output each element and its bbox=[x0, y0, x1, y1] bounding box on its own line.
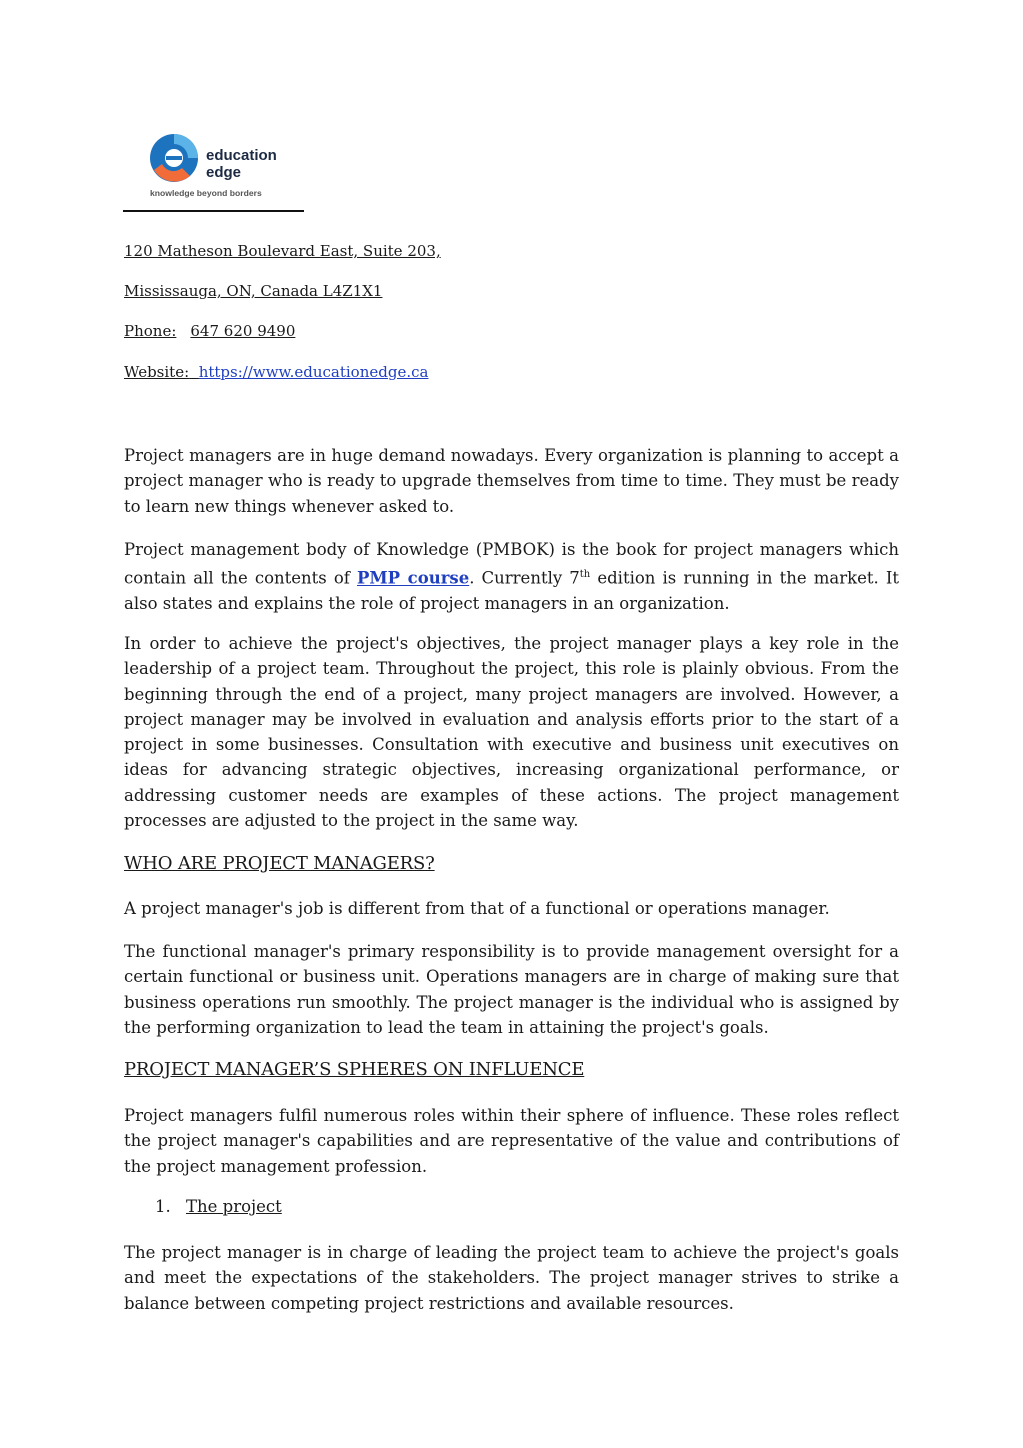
website-link[interactable]: https://www.educationedge.ca bbox=[198, 363, 429, 381]
section-heading-who-are-pms: WHO ARE PROJECT MANAGERS? bbox=[124, 853, 435, 874]
phone-label: Phone: bbox=[124, 322, 177, 340]
logo-line2: edge bbox=[206, 164, 242, 181]
website-line bbox=[124, 363, 428, 381]
list-number: 1. bbox=[155, 1197, 171, 1216]
section1-paragraph-2: The functional manager's primary responsibility is to provide management oversight for a certain functional or business unit. Operations managers are in charge of making sure that business operations run smoothly. The project manager is the individual who is assigned by the performing organization to lead the team in attaining the project's goals. bbox=[124, 942, 899, 1037]
website-label: Website: bbox=[124, 363, 190, 381]
logo-tagline: knowledge beyond borders bbox=[150, 188, 262, 198]
list-item bbox=[155, 1197, 282, 1216]
logo-line1: education bbox=[206, 147, 277, 164]
section2-paragraph-2: The project manager is in charge of leading the project team to achieve the project's goals and meet the expectations of the stakeholders. The project manager strives to strike a balance between competing project restrictions and available resources. bbox=[124, 1243, 899, 1313]
section1-paragraph-1: A project manager's job is different from that of a functional or operations manager. bbox=[124, 899, 830, 918]
intro-paragraph-3: In order to achieve the project's objectives, the project manager plays a key role in the leadership of a project team. Throughout the project, this role is plainly obvious. From the beginning through the end of a project, many project managers are involved. However, a project manager may be involved in evaluation and analysis efforts prior to the start of a project in some businesses. Consultation with executive and business unit executives on ideas for advancing strategic objectives, increasing organizational performance, or addressing customer needs are examples of these actions. The project management processes are adjusted to the project in the same way. bbox=[124, 634, 899, 831]
address-line-2: Mississauga, ON, Canada L4Z1X1 bbox=[124, 282, 383, 300]
phone-number: 647 620 9490 bbox=[190, 322, 296, 340]
intro-paragraph-1: Project managers are in huge demand nowadays. Every organization is planning to accept a project manager who is ready to upgrade themselves from time to time. They must be ready to learn new things whenever asked to. bbox=[124, 446, 899, 516]
section-heading-spheres: PROJECT MANAGER’S SPHERES ON INFLUENCE bbox=[124, 1059, 585, 1080]
logo-underline bbox=[123, 210, 304, 212]
address-line-1: 120 Matheson Boulevard East, Suite 203, bbox=[124, 242, 441, 260]
p2-text-a: Project management body of Knowledge (PMBOK) is the book for project managers which contain all the contents of bbox=[124, 540, 899, 588]
p2-text-b: . Currently 7 bbox=[469, 568, 580, 588]
p2-superscript: th bbox=[579, 569, 591, 581]
phone-line bbox=[124, 322, 295, 340]
education-edge-logo-icon bbox=[148, 130, 298, 202]
list-text: The project bbox=[186, 1197, 282, 1216]
pmp-course-link[interactable]: PMP course bbox=[357, 568, 470, 588]
p2-text-c: edition is running in the market. It also states and explains the role of project managers in an organization. bbox=[124, 568, 899, 614]
intro-paragraph-2 bbox=[124, 537, 899, 616]
company-logo bbox=[148, 130, 298, 202]
section2-paragraph-1: Project managers fulfil numerous roles within their sphere of influence. These roles reflect the project manager's capabilities and are representative of the value and contributions of the project management profession. bbox=[124, 1106, 899, 1176]
